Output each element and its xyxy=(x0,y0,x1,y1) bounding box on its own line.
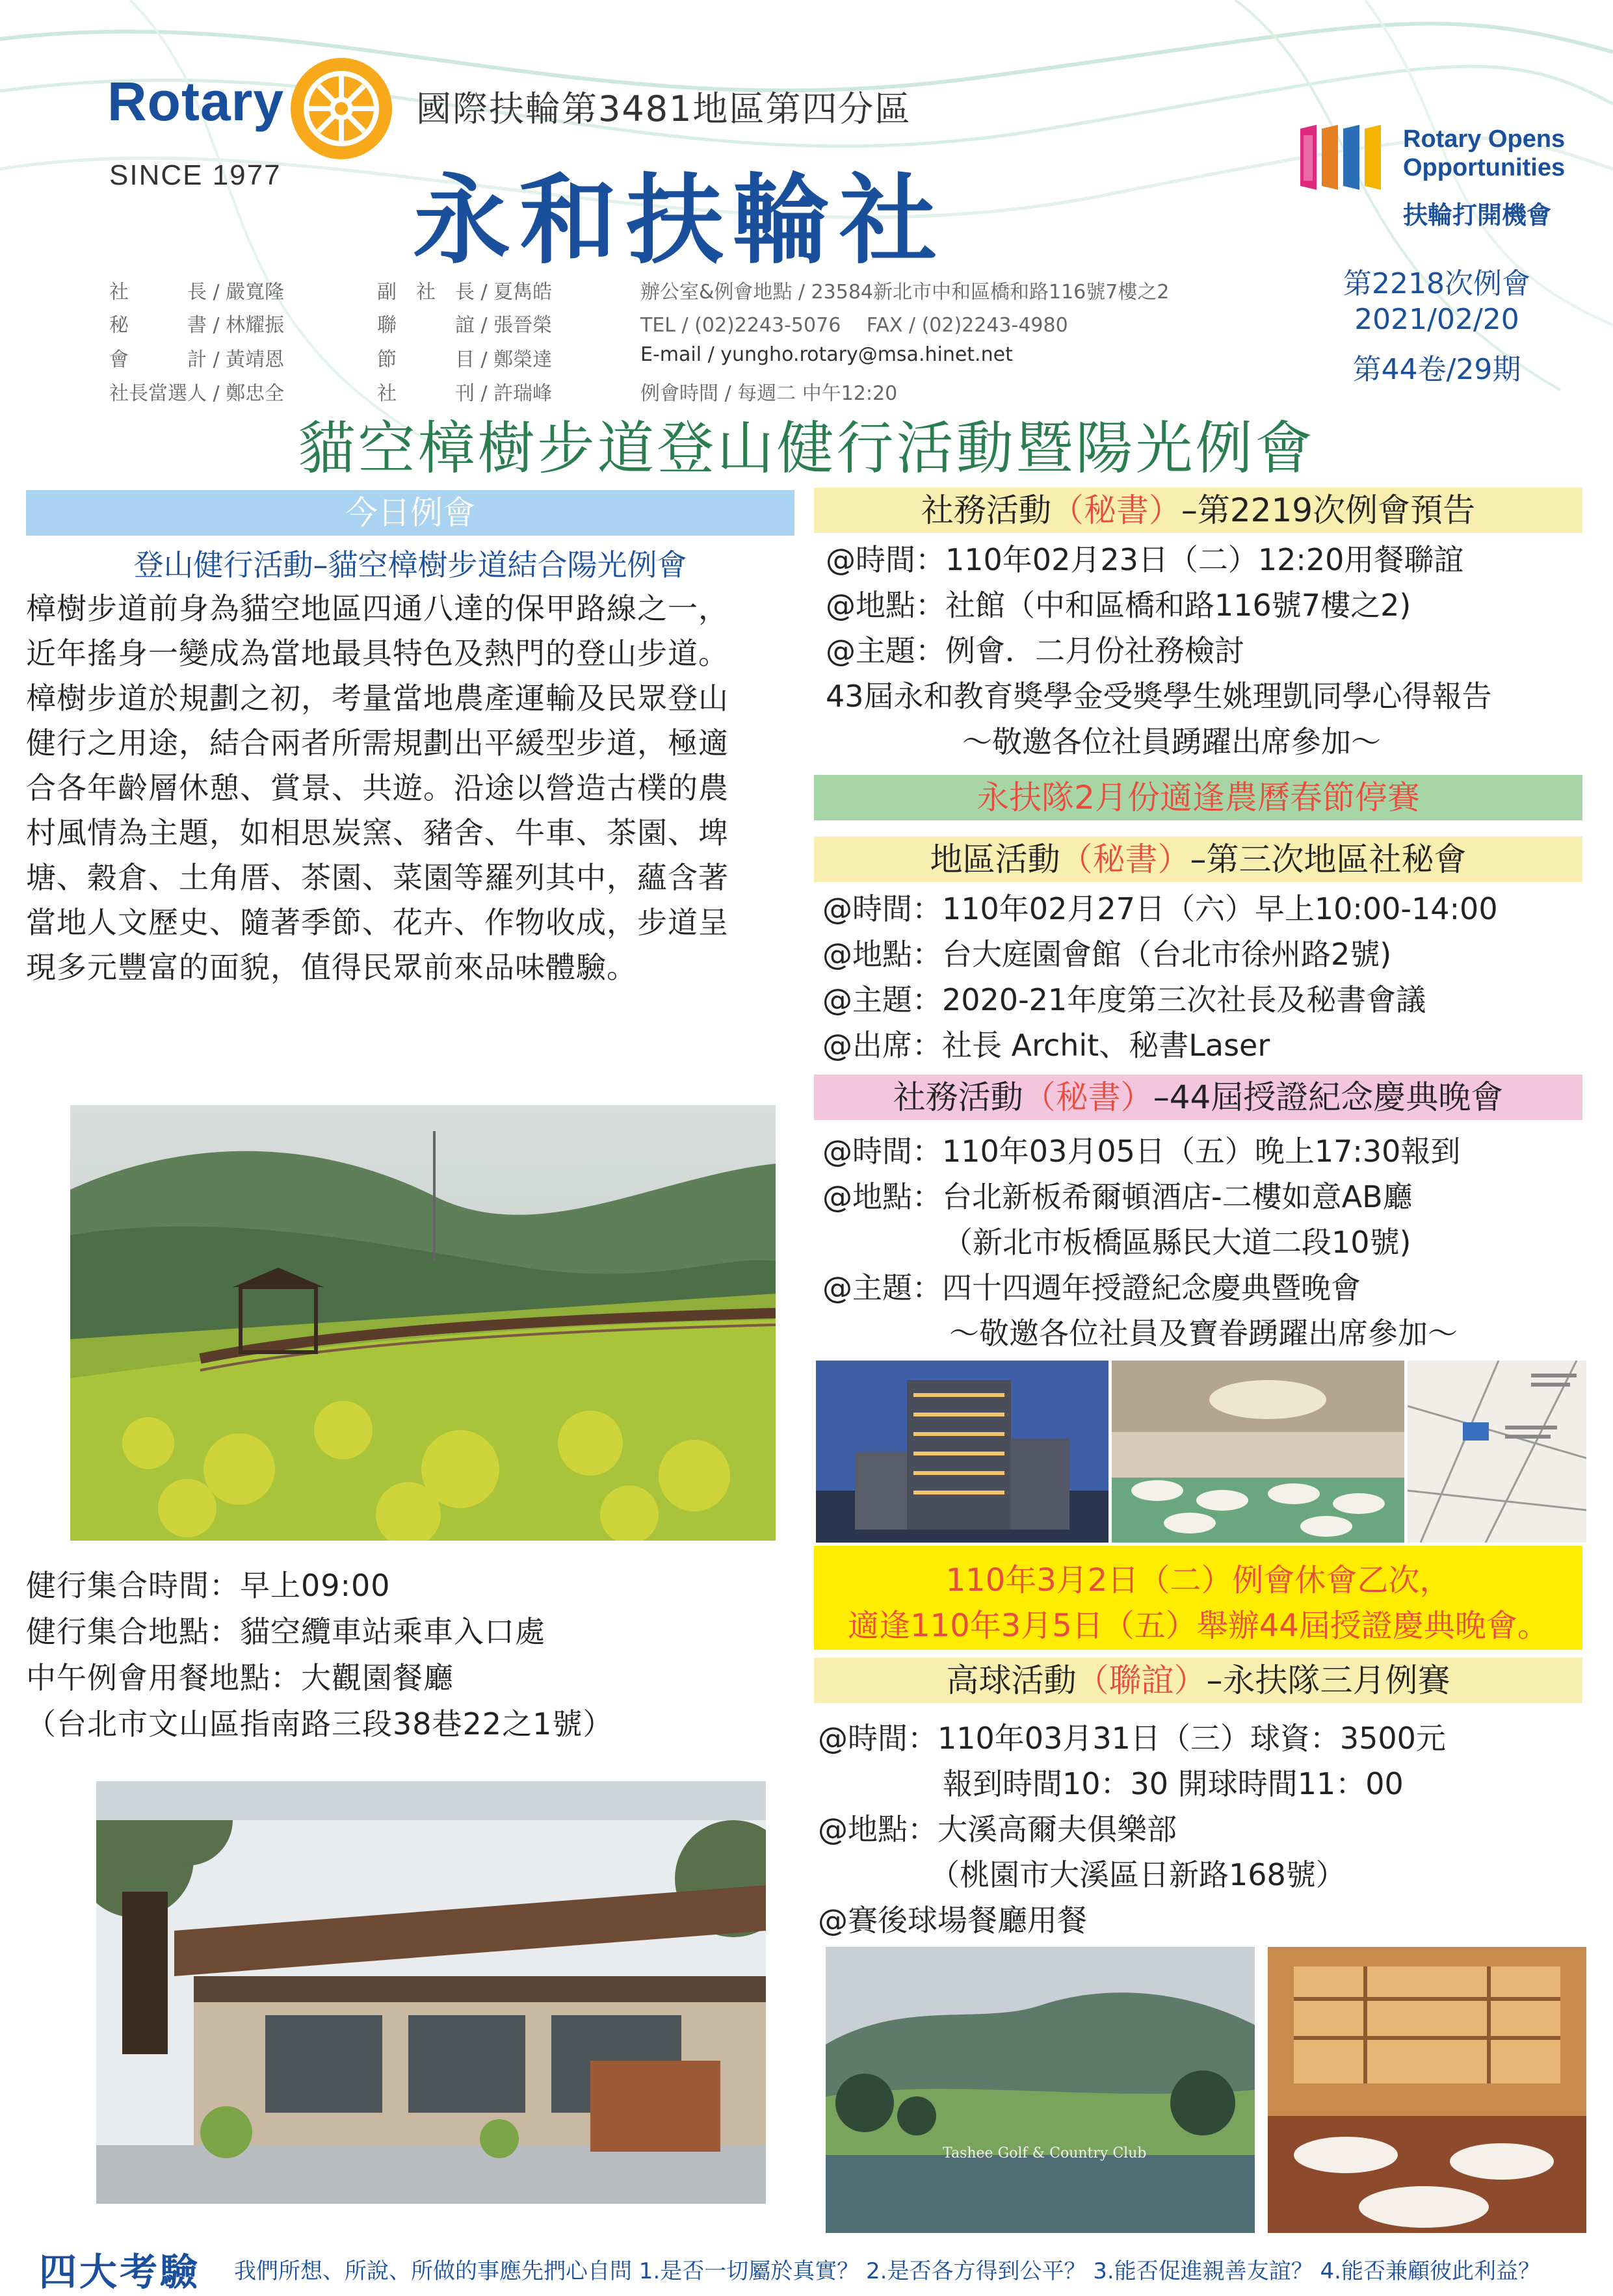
meeting-preview-invite: ～敬邀各位社員踴躍出席參加～ xyxy=(962,724,1381,759)
district-activity-bar xyxy=(814,837,1582,882)
golf-detail-line: （桃園市大溪區日新路168號） xyxy=(930,1857,1346,1892)
rotary-wordmark: Rotary xyxy=(107,71,285,132)
hike-detail-line: （台北市文山區指南路三段38巷22之1號） xyxy=(26,1706,614,1742)
today-meeting-bar: 今日例會 xyxy=(26,490,794,536)
issue-volume: 第44卷/29期 xyxy=(1352,353,1521,386)
golf-course-photo xyxy=(826,1947,1255,2233)
today-subtitle: 登山健行活動–貓空樟樹步道結合陽光例會 xyxy=(133,547,687,582)
golf-detail-line: @時間：110年03月31日（三）球資：3500元 xyxy=(818,1721,1446,1756)
section-title: –第2219次例會預告 xyxy=(1181,491,1476,529)
golf-team-notice-bar: 永扶隊2月份適逢農曆春節停賽 xyxy=(814,775,1582,820)
rotary-opens-title xyxy=(1403,125,1565,182)
section-label: 地區活動 xyxy=(930,841,1060,878)
office-address: 辦公室&例會地點 / 23584新北市中和區橋和路116號7樓之2 xyxy=(640,281,1170,304)
today-paragraph-line: 合各年齡層休憩、賞景、共遊。沿途以營造古樸的農 xyxy=(26,770,729,805)
hotel-location-map xyxy=(1408,1361,1586,1543)
officer-president-elect: 社長當選人 / 鄭忠全 xyxy=(109,382,285,405)
meeting-preview-line: 43屆永和教育獎學金受獎學生姚理凱同學心得報告 xyxy=(826,679,1492,714)
since-year: SINCE 1977 xyxy=(109,159,282,191)
golf-detail-line: @賽後球場餐廳用餐 xyxy=(818,1903,1087,1938)
section-title: –第三次地區社秘會 xyxy=(1190,841,1467,878)
hotel-exterior-photo xyxy=(816,1361,1108,1543)
section-role: （聯誼） xyxy=(1076,1662,1207,1699)
officer-treasurer: 會 計 / 黃靖恩 xyxy=(109,348,285,371)
charter-party-invite: ～敬邀各位社員及寶眷踴躍出席參加～ xyxy=(949,1316,1458,1351)
today-paragraph-line: 健行之用途，結合兩者所需規劃出平緩型步道，極適 xyxy=(26,725,729,761)
district-meeting-line: @主題：2020-21年度第三次社長及秘書會議 xyxy=(822,982,1426,1017)
meeting-number: 第2218次例會 xyxy=(1343,267,1530,300)
page-title: 貓空樟樹步道登山健行活動暨陽光例會 xyxy=(298,415,1315,482)
hike-detail-line: 健行集合時間：早上09:00 xyxy=(26,1568,391,1603)
trail-photo xyxy=(70,1105,776,1541)
rotary-opens-doors-icon xyxy=(1297,122,1395,194)
hike-detail-line: 健行集合地點：貓空纜車站乘車入口處 xyxy=(26,1614,545,1649)
rotary-opens-line1: Rotary Opens xyxy=(1403,125,1566,153)
district-meeting-line: @時間：110年02月27日（六）早上10:00-14:00 xyxy=(822,891,1498,926)
banquet-hall-photo xyxy=(1112,1361,1404,1543)
today-paragraph-line: 樟樹步道於規劃之初，考量當地農產運輸及民眾登山 xyxy=(26,681,729,716)
rotary-opens-cn: 扶輪打開機會 xyxy=(1403,201,1552,229)
today-paragraph-line: 樟樹步道前身為貓空地區四通八達的保甲路線之一， xyxy=(26,591,729,626)
golf-detail-line: @地點：大溪高爾夫俱樂部 xyxy=(818,1812,1177,1847)
four-way-test-text: 我們所想、所說、所做的事應先捫心自問 1.是否一切屬於真實？ 2.是否各方得到公平？ 3.能否促進親善友誼？ 4.能否兼顧彼此利益？ xyxy=(234,2258,1540,2284)
charter-party-line: （新北市板橋區縣民大道二段10號) xyxy=(943,1225,1411,1260)
contact-email[interactable]: E-mail / yungho.rotary@msa.hinet.net xyxy=(640,343,1013,366)
golf-club-caption: Tashee Golf & Country Club xyxy=(943,2145,1147,2161)
notice-line-1: 110年3月2日（二）例會休會乙次， xyxy=(945,1562,1451,1598)
officer-president: 社 長 / 嚴寬隆 xyxy=(109,281,285,304)
hike-detail-line: 中午例會用餐地點：大觀園餐廳 xyxy=(26,1660,454,1695)
district-label: 國際扶輪第3481地區第四分區 xyxy=(416,88,911,129)
today-paragraph-line: 塘、穀倉、土角厝、茶園、菜園等羅列其中，蘊含著 xyxy=(26,860,729,895)
rotary-opens-line2: Opportunities xyxy=(1403,154,1566,181)
district-meeting-line: @地點：台大庭園會館（台北市徐州路2號) xyxy=(822,937,1392,972)
section-label: 社務活動 xyxy=(921,491,1051,529)
meeting-preview-line: @時間：110年02月23日（二）12:20用餐聯誼 xyxy=(826,542,1464,577)
golf-restaurant-photo xyxy=(1268,1947,1586,2233)
section-title: –44屆授證紀念慶典晚會 xyxy=(1153,1078,1504,1116)
officer-vice-president: 副 社 長 / 夏雋皓 xyxy=(377,281,553,304)
club-activity-bar-2 xyxy=(814,1075,1582,1120)
section-role: （秘書） xyxy=(1051,491,1181,529)
section-label: 社務活動 xyxy=(893,1078,1023,1116)
district-meeting-line: @出席：社長 Archit、秘書Laser xyxy=(822,1028,1270,1063)
club-activity-bar-1 xyxy=(814,488,1582,533)
contact-phone: TEL / (02)2243-5076 FAX / (02)2243-4980 xyxy=(640,314,1068,337)
meeting-preview-line: @地點：社館（中和區橋和路116號7樓之2) xyxy=(826,588,1411,623)
officer-fellowship: 聯 誼 / 張晉榮 xyxy=(377,314,553,337)
today-paragraph-line: 村風情為主題，如相思炭窯、豬舍、牛車、茶園、埤 xyxy=(26,815,729,850)
charter-party-line: @時間：110年03月05日（五）晚上17:30報到 xyxy=(822,1134,1461,1169)
today-paragraph-line: 當地人文歷史、隨著季節、花卉、作物收成，步道呈 xyxy=(26,905,729,940)
four-way-test-title: 四大考驗 xyxy=(39,2250,201,2294)
section-role: （秘書） xyxy=(1060,841,1190,878)
restaurant-photo xyxy=(96,1781,766,2204)
section-label: 高球活動 xyxy=(946,1662,1077,1699)
charter-party-line: @主題：四十四週年授證紀念慶典暨晚會 xyxy=(822,1270,1361,1305)
meeting-preview-line: @主題：例會．二月份社務檢討 xyxy=(826,633,1244,668)
today-paragraph-line: 現多元豐富的面貌，值得民眾前來品味體驗。 xyxy=(26,950,637,985)
golf-activity-bar xyxy=(814,1658,1582,1703)
notice-line-2: 適逢110年3月5日（五）舉辦44屆授證慶典晚會。 xyxy=(848,1608,1549,1644)
club-name: 永和扶輪社 xyxy=(413,163,947,278)
rotary-wheel-icon xyxy=(286,53,397,164)
today-paragraph-line: 近年搖身一變成為當地最具特色及熱門的登山步道。 xyxy=(26,636,729,671)
charter-party-line: @地點：台北新板希爾頓酒店-二樓如意AB廳 xyxy=(822,1179,1413,1214)
officer-program: 節 目 / 鄭榮達 xyxy=(377,348,553,371)
officer-secretary: 秘 書 / 林耀振 xyxy=(109,314,285,337)
officer-bulletin: 社 刊 / 許瑞峰 xyxy=(377,382,553,405)
section-role: （秘書） xyxy=(1023,1078,1153,1116)
golf-detail-line: 報到時間10：30 開球時間11：00 xyxy=(943,1766,1404,1801)
meeting-time: 例會時間 / 每週二 中午12:20 xyxy=(640,382,898,405)
section-title: –永扶隊三月例賽 xyxy=(1206,1662,1450,1699)
meeting-cancelled-notice xyxy=(814,1546,1582,1650)
issue-date: 2021/02/20 xyxy=(1354,303,1519,336)
